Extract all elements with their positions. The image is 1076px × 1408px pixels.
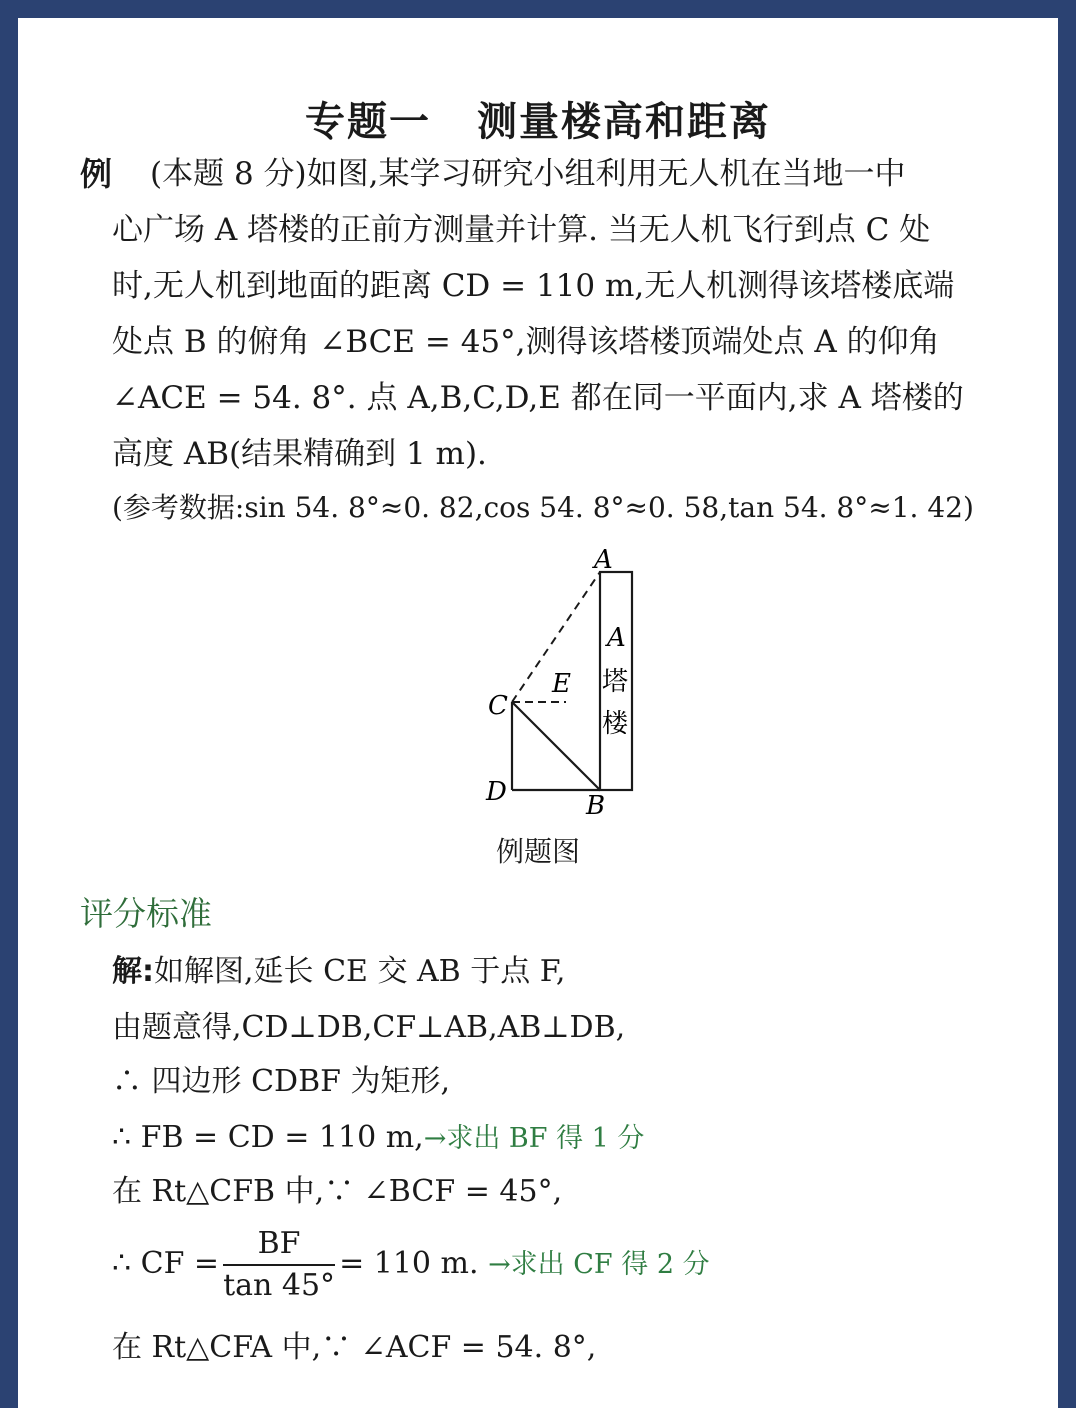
- example-line-4: 处点 B 的俯角 ∠BCE = 45°,测得该塔楼顶端处点 A 的仰角: [112, 324, 940, 360]
- solution-line-6-post: = 110 m.: [339, 1246, 479, 1281]
- solution-line-6: [112, 1226, 710, 1304]
- score-note-1: →求出 BF 得 1 分: [423, 1123, 645, 1154]
- segment-cb: [512, 702, 600, 790]
- score-note-2: →求出 CF 得 2 分: [488, 1249, 710, 1280]
- label-a: A: [594, 545, 613, 575]
- tower-label-ta: 塔: [602, 667, 629, 697]
- solution-line-6-pre: ∴ CF =: [112, 1246, 220, 1281]
- scoring-heading: 评分标准: [80, 894, 212, 933]
- solution-line-1: [112, 952, 565, 992]
- example-line-6: 高度 AB(结果精确到 1 m).: [112, 436, 487, 472]
- label-c: C: [488, 691, 508, 721]
- example-line-5: ∠ACE = 54. 8°. 点 A,B,C,D,E 都在同一平面内,求 A 塔楼的: [112, 380, 964, 416]
- solution-line-4: [112, 1118, 644, 1159]
- fraction-numerator: BF: [223, 1226, 335, 1266]
- tower-label-a: A: [607, 623, 626, 653]
- solution-line-5: 在 Rt△CFB 中,∵ ∠BCF = 45°,: [112, 1174, 563, 1209]
- title-part2: 测量楼高和距离: [477, 99, 771, 145]
- label-d: D: [486, 777, 507, 807]
- example-line-2: 心广场 A 塔楼的正前方测量并计算. 当无人机飞行到点 C 处: [112, 212, 931, 248]
- solution-line-3: ∴ 四边形 CDBF 为矩形,: [112, 1064, 451, 1099]
- label-b: B: [586, 791, 606, 821]
- fraction: [223, 1226, 335, 1304]
- figure-caption: 例题图: [495, 835, 580, 868]
- label-e: E: [552, 669, 571, 699]
- fraction-denominator: tan 45°: [223, 1268, 336, 1303]
- solution-line-2: 由题意得,CD⊥DB,CF⊥AB,AB⊥DB,: [112, 1010, 626, 1045]
- example-figure: [18, 18, 1058, 878]
- example-line-1: (本题 8 分)如图,某学习研究小组利用无人机在当地一中: [150, 156, 906, 192]
- reference-data: (参考数据:sin 54. 8°≈0. 82,cos 54. 8°≈0. 58,tan 54. 8°≈1. 42): [112, 491, 974, 524]
- example-label: 例: [80, 155, 113, 193]
- example-line-3: 时,无人机到地面的距离 CD = 110 m,无人机测得该塔楼底端: [112, 268, 955, 304]
- solution-line-1-text: 如解图,延长 CE 交 AB 于点 F,: [154, 954, 566, 989]
- document-page: [18, 18, 1058, 1408]
- tower-label-lou: 楼: [602, 709, 629, 739]
- solution-line-7: 在 Rt△CFA 中,∵ ∠ACF = 54. 8°,: [112, 1330, 597, 1365]
- title-part1: 专题一: [305, 99, 431, 145]
- solution-prefix: 解:: [112, 954, 154, 989]
- solution-line-4-text: ∴ FB = CD = 110 m,: [112, 1120, 424, 1155]
